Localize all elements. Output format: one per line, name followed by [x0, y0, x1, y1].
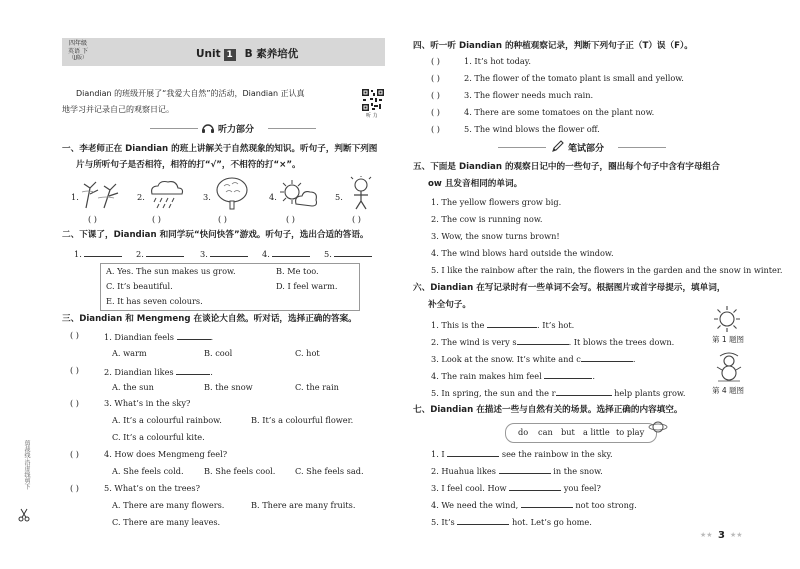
- q5-item-5[interactable]: 5. I like the rainbow after the rain, the flowers in the garden and the snow in winter.: [431, 265, 783, 275]
- q5-item-3[interactable]: 3. Wow, the snow turns brown!: [431, 231, 560, 241]
- writing-part-title: 笔试部分: [568, 144, 605, 154]
- q7-item-3-pre: 3. I feel cool. How: [431, 483, 507, 493]
- q3-question-1-text: 1. Diandian feels: [104, 332, 174, 342]
- q3-2-opt-a[interactable]: A. the sun: [112, 382, 154, 392]
- q1-paren-1[interactable]: ( ): [88, 214, 97, 224]
- unit-label: Unit: [196, 48, 221, 60]
- q7-item-3-post: you feel?: [563, 483, 601, 493]
- q5-title-2: ow 且发音相同的单词。: [428, 179, 523, 189]
- stars-right: ★★: [730, 531, 743, 539]
- q3-3-opt-a[interactable]: A. It’s a colourful rainbow.: [112, 415, 222, 425]
- q4-item-2: 2. The flower of the tomato plant is small and yellow.: [464, 73, 684, 83]
- q7-item-1: [431, 447, 613, 460]
- person-sun-image: [344, 176, 378, 210]
- qr-caption: 听 力: [366, 113, 378, 119]
- scissors-icon: [18, 508, 30, 522]
- q7-item-1-pre: 1. I: [431, 449, 445, 459]
- q3-question-4: 4. How does Mengmeng feel?: [104, 449, 228, 459]
- q2-choice-d: D. I feel warm.: [276, 281, 338, 291]
- q2-blank-4[interactable]: [262, 247, 310, 260]
- q3-4-opt-b[interactable]: B. She feels cool.: [204, 466, 276, 476]
- edition-text: （JJ版）: [69, 55, 87, 61]
- q6-item-1-pre: 1. This is the: [431, 320, 485, 330]
- cut-line-note: 剪裁线·沿虚线剪下: [23, 440, 30, 490]
- q7-word-4: a little: [583, 427, 610, 437]
- snowman-image: [714, 350, 744, 382]
- q4-paren-2[interactable]: ( ): [431, 73, 440, 83]
- q7-item-5-post: hot. Let’s go home.: [511, 517, 592, 527]
- q5-item-4[interactable]: 4. The wind blows hard outside the window.: [431, 248, 614, 258]
- q1-paren-2[interactable]: ( ): [152, 214, 161, 224]
- q2-blank-5[interactable]: [324, 247, 372, 260]
- q4-paren-1[interactable]: ( ): [431, 56, 440, 66]
- q1-num-2: 2.: [137, 192, 145, 202]
- divider-left: [150, 128, 198, 129]
- q1-num-1: 1.: [71, 192, 79, 202]
- page-number: 3: [718, 530, 725, 541]
- q6-item-1: [431, 318, 574, 331]
- qr-code-icon[interactable]: [361, 88, 385, 112]
- q7-word-5: to play: [616, 427, 645, 437]
- pencil-icon: [551, 139, 565, 153]
- q1-title-2: 片与所听句子是否相符，相符的打“√”，不相符的打“×”。: [76, 160, 301, 170]
- q7-item-2-post: in the snow.: [553, 466, 603, 476]
- q7-item-4: [431, 498, 637, 511]
- rain-cloud-image: [146, 178, 186, 210]
- q5-item-2[interactable]: 2. The cow is running now.: [431, 214, 543, 224]
- q6-title-2: 补全句子。: [428, 300, 471, 310]
- q4-paren-4[interactable]: ( ): [431, 107, 440, 117]
- intro-line-2: 地学习并记录自己的观察日记。: [62, 105, 174, 114]
- q1-num-3: 3.: [203, 192, 211, 202]
- q6-item-3-post: .: [632, 354, 636, 364]
- q3-paren-2[interactable]: ( ): [70, 365, 79, 375]
- q6-item-5-post: help plants grow.: [614, 388, 686, 398]
- wind-trees-image: [80, 178, 122, 210]
- q7-title: 七、Diandian 在描述一些与自然有关的场景。选择正确的内容填空。: [413, 405, 683, 415]
- q3-question-1: 1. Diandian feels .: [104, 332, 214, 342]
- q7-blank-1[interactable]: [447, 447, 499, 457]
- q6-item-3-pre: 3. Look at the snow. It’s white and c: [431, 354, 581, 364]
- q5-title-1: 五、下面是 Diandian 的观察日记中的一些句子，圈出每个句子中含有字母组合: [413, 162, 720, 172]
- q4-title: 四、听一听 Diandian 的种植观察记录，判断下列句子正（T）误（F）。: [413, 41, 693, 51]
- q1-paren-3[interactable]: ( ): [218, 214, 227, 224]
- q7-item-4-pre: 4. We need the wind,: [431, 500, 519, 510]
- q1-paren-5[interactable]: ( ): [352, 214, 361, 224]
- q2-num-2: 2.: [136, 249, 144, 259]
- q7-blank-2[interactable]: [499, 464, 551, 474]
- q7-item-2: [431, 464, 603, 477]
- q6-caption-1: 第 1 题图: [712, 335, 745, 344]
- divider-right-2: [618, 147, 666, 148]
- q7-blank-5[interactable]: [457, 515, 509, 525]
- q7-item-1-post: see the rainbow in the sky.: [501, 449, 613, 459]
- q3-paren-5[interactable]: ( ): [70, 483, 79, 493]
- q2-num-3: 3.: [200, 249, 208, 259]
- q4-item-3: 3. The flower needs much rain.: [464, 90, 594, 100]
- q6-item-4-post: .: [592, 371, 595, 381]
- q6-item-3: [431, 352, 635, 365]
- q6-item-4: [431, 369, 595, 382]
- q6-item-1-post: . It’s hot.: [537, 320, 575, 330]
- q2-blank-1[interactable]: [74, 247, 122, 260]
- q3-4-opt-a[interactable]: A. She feels cold.: [112, 466, 184, 476]
- q4-paren-5[interactable]: ( ): [431, 124, 440, 134]
- q3-3-opt-c[interactable]: C. It’s a colourful kite.: [112, 432, 205, 442]
- unit-number: 1: [224, 49, 236, 61]
- q3-2-opt-c[interactable]: C. the rain: [295, 382, 339, 392]
- grade-label: [66, 40, 90, 63]
- q7-item-3: [431, 481, 601, 494]
- q1-paren-4[interactable]: ( ): [286, 214, 295, 224]
- q2-blank-3[interactable]: [200, 247, 248, 260]
- q3-question-2-text: 2. Diandian likes: [104, 367, 174, 377]
- q3-4-opt-c[interactable]: C. She feels sad.: [295, 466, 364, 476]
- q2-num-4: 4.: [262, 249, 270, 259]
- q3-3-opt-b[interactable]: B. It’s a colourful flower.: [251, 415, 354, 425]
- q1-title-1: 一、李老师正在 Diandian 的班上讲解关于自然现象的知识。听句子，判断下列图: [62, 144, 378, 154]
- q7-word-1: do: [518, 427, 529, 437]
- q6-item-5-pre: 5. In spring, the sun and the r: [431, 388, 556, 398]
- q1-num-5: 5.: [335, 192, 343, 202]
- q2-choice-e: E. It has seven colours.: [106, 296, 203, 306]
- sun-image: [712, 304, 742, 334]
- q3-title: 三、Diandian 和 Mengmeng 在谈论大自然。听对话，选择正确的答案。: [62, 314, 357, 324]
- intro-line-1: Diandian 的班级开展了“我爱大自然”的活动，Diandian 正认真: [76, 89, 305, 98]
- q3-5-opt-c[interactable]: C. There are many leaves.: [112, 517, 221, 527]
- q6-item-2: [431, 335, 674, 348]
- q7-item-5-pre: 5. It’s: [431, 517, 455, 527]
- q3-1-opt-a[interactable]: A. warm: [112, 348, 147, 358]
- q6-blank-4[interactable]: [544, 369, 592, 379]
- q3-5-opt-a[interactable]: A. There are many flowers.: [112, 500, 225, 510]
- q7-blank-3[interactable]: [509, 481, 561, 491]
- tree-image: [212, 176, 252, 210]
- q3-1-opt-b[interactable]: B. cool: [204, 348, 233, 358]
- grade-text: 四年级: [68, 40, 87, 47]
- q4-item-1: 1. It’s hot today.: [464, 56, 531, 66]
- q2-title: 二、下课了，Diandian 和同学玩“快问快答”游戏。听句子，选出合适的答语。: [62, 230, 369, 240]
- q2-num-1: 1.: [74, 249, 82, 259]
- divider-right: [268, 128, 316, 129]
- sun-cloud-image: [278, 178, 320, 210]
- q7-item-4-post: not too strong.: [575, 500, 637, 510]
- q2-choice-a: A. Yes. The sun makes us grow.: [106, 266, 236, 276]
- q3-paren-4[interactable]: ( ): [70, 449, 79, 459]
- q6-blank-1[interactable]: [487, 318, 537, 328]
- subject-text: 英语 下: [68, 47, 88, 55]
- unit-title: [196, 46, 298, 61]
- q6-blank-2[interactable]: [517, 335, 569, 345]
- q6-item-2-post: . It blows the trees down.: [568, 337, 675, 347]
- q7-item-2-pre: 2. Huahua likes: [431, 466, 496, 476]
- q2-num-5: 5.: [324, 249, 332, 259]
- q4-paren-3[interactable]: ( ): [431, 90, 440, 100]
- q6-item-5: [431, 386, 686, 399]
- q7-item-5: [431, 515, 592, 528]
- stars-left: ★★: [700, 531, 713, 539]
- q6-blank-5[interactable]: [556, 386, 612, 396]
- q6-title-1: 六、Diandian 在写记录时有一些单词不会写。根据图片或首字母提示，填单词，: [413, 283, 726, 293]
- q3-paren-1[interactable]: ( ): [70, 330, 79, 340]
- q3-2-opt-b[interactable]: B. the snow: [204, 382, 253, 392]
- q2-choice-b: B. Me too.: [276, 266, 319, 276]
- q3-question-5: 5. What’s on the trees?: [104, 483, 200, 493]
- q3-1-opt-c[interactable]: C. hot: [295, 348, 320, 358]
- q3-5-opt-b[interactable]: B. There are many fruits.: [251, 500, 356, 510]
- q2-choice-c: C. It’s beautiful.: [106, 281, 173, 291]
- q3-question-2: 2. Diandian likes .: [104, 367, 213, 377]
- q4-item-5: 5. The wind blows the flower off.: [464, 124, 600, 134]
- q6-blank-3[interactable]: [581, 352, 633, 362]
- q3-question-3: 3. What’s in the sky?: [104, 398, 191, 408]
- planet-icon: [648, 418, 668, 436]
- q6-caption-4: 第 4 题图: [712, 386, 745, 395]
- q7-word-2: can: [538, 427, 553, 437]
- q6-item-2-pre: 2. The wind is very s: [431, 337, 517, 347]
- headphones-icon: [201, 121, 215, 135]
- divider-left-2: [498, 147, 546, 148]
- q1-num-4: 4.: [269, 192, 277, 202]
- listening-part-title: 听力部分: [218, 125, 255, 135]
- q5-item-1[interactable]: 1. The yellow flowers grow big.: [431, 197, 562, 207]
- q2-blank-2[interactable]: [136, 247, 184, 260]
- q7-word-3: but: [561, 427, 575, 437]
- q6-item-4-pre: 4. The rain makes him feel: [431, 371, 542, 381]
- q3-paren-3[interactable]: ( ): [70, 398, 79, 408]
- unit-subtitle: B 素养培优: [244, 48, 299, 60]
- q4-item-4: 4. There are some tomatoes on the plant now.: [464, 107, 655, 117]
- q7-blank-4[interactable]: [521, 498, 573, 508]
